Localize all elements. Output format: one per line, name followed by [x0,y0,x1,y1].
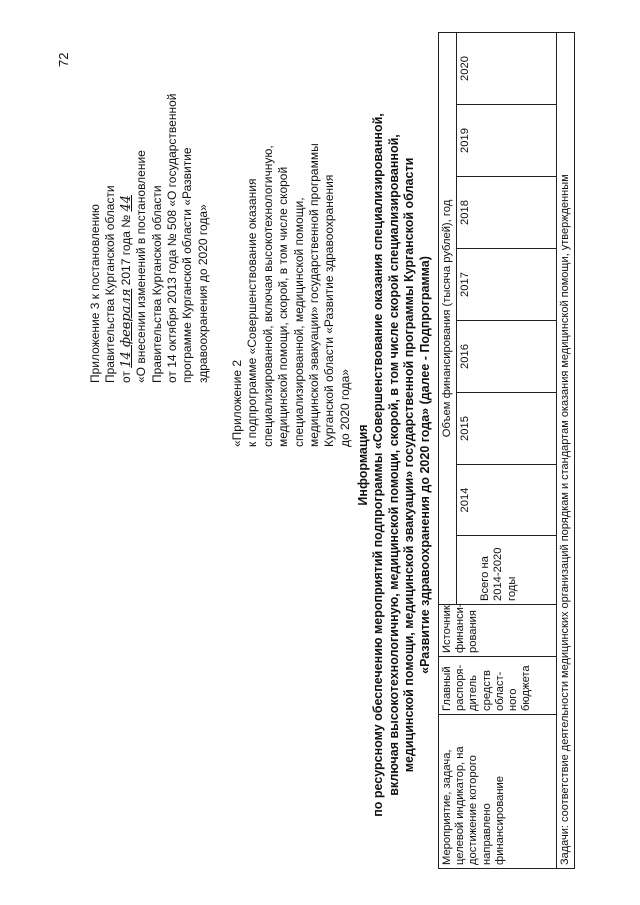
appendix-2-line: медицинской помощи, скорой, в том числе скорой [276,166,291,447]
appendix-2-line: медицинской эвакуации» государственной программы [307,143,322,447]
handwritten-number: 44 [118,195,134,212]
header-year: 2017 [457,249,557,321]
date-prefix: от [118,371,133,383]
heading-line: по ресурсному обеспечению мероприятий подпрограммы «Совершенствование оказания специализированной, [371,113,386,817]
appendix-2-line: специализированной, медицинской помощи, [291,197,306,447]
header-year: 2014 [457,465,557,536]
appendix-2-block [230,27,353,447]
appendix-3-line: от 14 октября 2013 года № 508 «О государственной [165,93,180,383]
appendix-3-line: Правительства Курганской области [103,185,118,383]
task-row: Задачи: соответствие деятельности медицинских организаций порядкам и стандартам оказания медицинской помощи, утвержденным [557,32,575,868]
appendix-2-line: Курганской области «Развитие здравоохранения [322,174,337,447]
heading-line: медицинской помощи, медицинской эвакуации» государственной программы Курганской области [402,157,417,773]
appendix-3-block [88,53,211,383]
appendix-2-line: «Приложение 2 [230,359,244,447]
appendix-3-line: программе Курганской области «Развитие [180,147,195,383]
header-volume: Объем финансирования (тысяча рублей), год [439,32,457,604]
header-total: Всего на 2014-2020 годы [457,536,557,605]
header-year: 2016 [457,321,557,393]
table-header-row [439,32,457,868]
date-year: 2017 года № [118,214,133,286]
handwritten-date: 14 февраля [118,288,134,368]
funding-table [438,32,575,869]
appendix-3-line: Приложение 3 к постановлению [88,204,102,383]
header-manager: Главный распоря-дитель средств област-ного бюджета [439,657,557,715]
header-year: 2019 [457,105,557,177]
appendix-3-line: «О внесении изменений в постановление [134,150,149,383]
appendix-3-line: здравоохранения до 2020 года» [195,204,210,383]
appendix-3-line: Правительства Курганской области [149,185,164,383]
appendix-2-line: к подпрограмме «Совершенствование оказания [245,178,260,447]
header-year: 2015 [457,393,557,465]
heading-line: включая высокотехнологичную, медицинской помощи, скорой, в том числе скорой специализированной, [386,134,401,796]
heading-title: Информация [356,424,370,506]
header-year: 2020 [457,32,557,104]
header-year: 2018 [457,177,557,249]
table-row [557,32,575,868]
appendix-3-date-line [119,53,134,383]
appendix-2-line: до 2020 года» [337,369,352,447]
document-heading [356,85,433,845]
appendix-2-line: специализированной, включая высокотехнологичную, [260,145,275,447]
header-source: Источник финанси-рования [439,605,557,657]
page-number: 72 [56,52,71,67]
header-event: Мероприятие, задача, целевой индикатор, на достижение которого направлено финансирование [439,715,557,869]
heading-line: «Развитие здравоохранения до 2020 года» (далее - Подпрограмма) [417,256,432,674]
